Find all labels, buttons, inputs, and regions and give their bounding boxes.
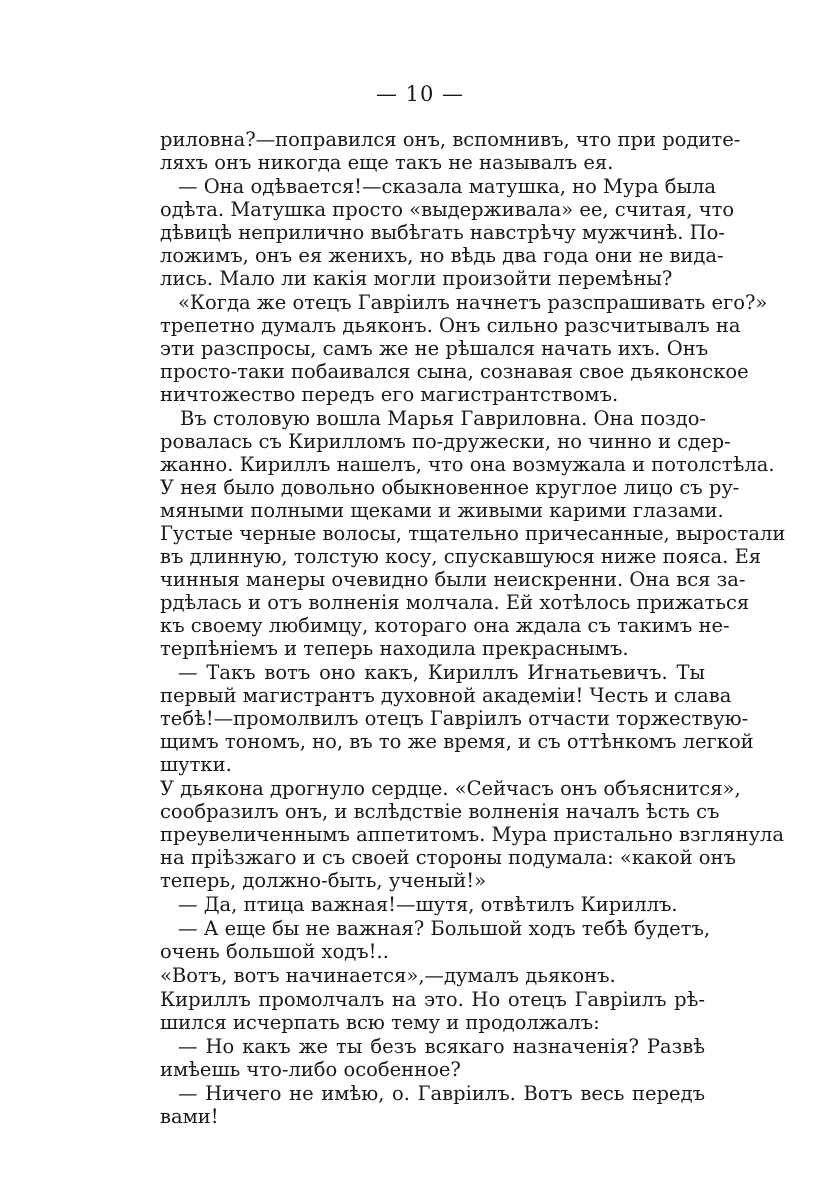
paragraph (160, 777, 785, 892)
text-line: — Но какъ же ты безъ всякаго назначенія? Развѣ (178, 1035, 705, 1058)
text-line: — А еще бы не важная? Большой ходъ тебѣ будетъ, (178, 917, 711, 940)
text-line: Кириллъ промолчалъ на это. Но отецъ Гавріилъ рѣ- (160, 988, 705, 1011)
text-line: — Такъ вотъ оно какъ, Кириллъ Игнатьевичъ. Ты (178, 661, 705, 684)
text-line: жанно. Кириллъ нашелъ, что она возмужала и потолстѣла. (160, 453, 775, 476)
paragraph (160, 988, 705, 1034)
text-line: первый магистрантъ духовной академіи! Честь и слава (160, 684, 732, 707)
text-line: дѣвицѣ неприлично выбѣгать навстрѣчу мужчинѣ. По- (160, 221, 725, 244)
text-line: Густые черные волосы, тщательно причесанные, выростали (160, 522, 786, 545)
text-line: вами! (160, 1105, 219, 1128)
paragraph (160, 964, 705, 987)
text-line: рдѣлась и отъ волненія молчала. Ей хотѣлось прижаться (160, 591, 750, 614)
text-line: просто-таки побаивался сына, сознавая свое дьяконское (160, 360, 749, 383)
text-line: къ своему любимцу, котораго она ждала съ такимъ не- (160, 614, 730, 637)
text-line: лись. Мало ли какія могли произойти перемѣны? (160, 267, 673, 290)
text-line: одѣта. Матушка просто «выдерживала» ее, считая, что (160, 198, 735, 221)
text-line: шился исчерпать всю тему и продолжалъ: (160, 1011, 600, 1034)
text-line: преувеличеннымъ аппетитомъ. Мура пристально взглянула (160, 823, 785, 846)
text-line: У дьякона дрогнуло сердце. «Сейчасъ онъ объяснится», (160, 777, 741, 800)
text-line: щимъ тономъ, но, въ то же время, и съ оттѣнкомъ легкой (160, 730, 754, 753)
text-line: ляхъ онъ никогда еще такъ не называлъ ея. (160, 151, 614, 174)
text-line: У нея было довольно обыкновенное круглое лицо съ ру- (160, 476, 740, 499)
text-line: «Вотъ, вотъ начинается»,—думалъ дьяконъ. (160, 964, 616, 987)
paragraph (160, 1035, 705, 1081)
text-line: сообразилъ онъ, и вслѣдствіе волненія началъ ѣсть съ (160, 800, 720, 823)
paragraph (160, 128, 741, 174)
body-text (160, 128, 786, 1129)
text-line: эти разспросы, самъ же не рѣшался начать ихъ. Онъ (160, 337, 709, 360)
text-line: чинныя манеры очевидно были неискренни. Она вся за- (160, 568, 746, 591)
text-line: «Когда же отецъ Гавріилъ начнетъ разспрашивать его?» (178, 291, 768, 314)
text-line: на пріѣзжаго и съ своей стороны подумала: «какой онъ (160, 846, 736, 869)
text-line: ложимъ, онъ ея женихъ, но вѣдь два года они не вида- (160, 244, 724, 267)
paragraph (160, 291, 768, 406)
text-line: — Ничего не имѣю, о. Гавріилъ. Вотъ весь передъ (178, 1082, 705, 1105)
paragraph (160, 661, 754, 776)
text-line: мяными полными щеками и живыми карими глазами. (160, 499, 724, 522)
text-line: теперь, должно-быть, ученый!» (160, 869, 487, 892)
paragraph (160, 893, 705, 916)
text-line: терпѣніемъ и теперь находила прекраснымъ. (160, 637, 629, 660)
text-line: въ длинную, толстую косу, спускавшуюся ниже пояса. Ея (160, 545, 762, 568)
text-line: ничтожество передъ его магистрантствомъ. (160, 383, 619, 406)
paragraph (160, 407, 786, 660)
text-line: шутки. (160, 753, 232, 776)
paragraph (160, 1082, 705, 1128)
text-line: — Да, птица важная!—шутя, отвѣтилъ Кириллъ. (178, 893, 678, 916)
paragraph (160, 917, 711, 963)
text-line: трепетно думалъ дьяконъ. Онъ сильно разсчитывалъ на (160, 314, 741, 337)
text-line: очень большой ходъ!.. (160, 940, 389, 963)
page-number: — 10 — (375, 82, 465, 106)
text-line: — Она одѣвается!—сказала матушка, но Мура была (178, 175, 717, 198)
text-line: риловна?—поправился онъ, вспомнивъ, что при родите- (160, 128, 741, 151)
text-line: тебѣ!—промолвилъ отецъ Гавріилъ отчасти торжествую- (160, 707, 749, 730)
paragraph (160, 175, 735, 290)
text-line: Въ столовую вошла Марья Гавриловна. Она поздо- (180, 407, 707, 430)
text-line: имѣешь что-либо особенное? (160, 1058, 461, 1081)
text-line: ровалась съ Кирилломъ по-дружески, но чинно и сдер- (160, 430, 731, 453)
